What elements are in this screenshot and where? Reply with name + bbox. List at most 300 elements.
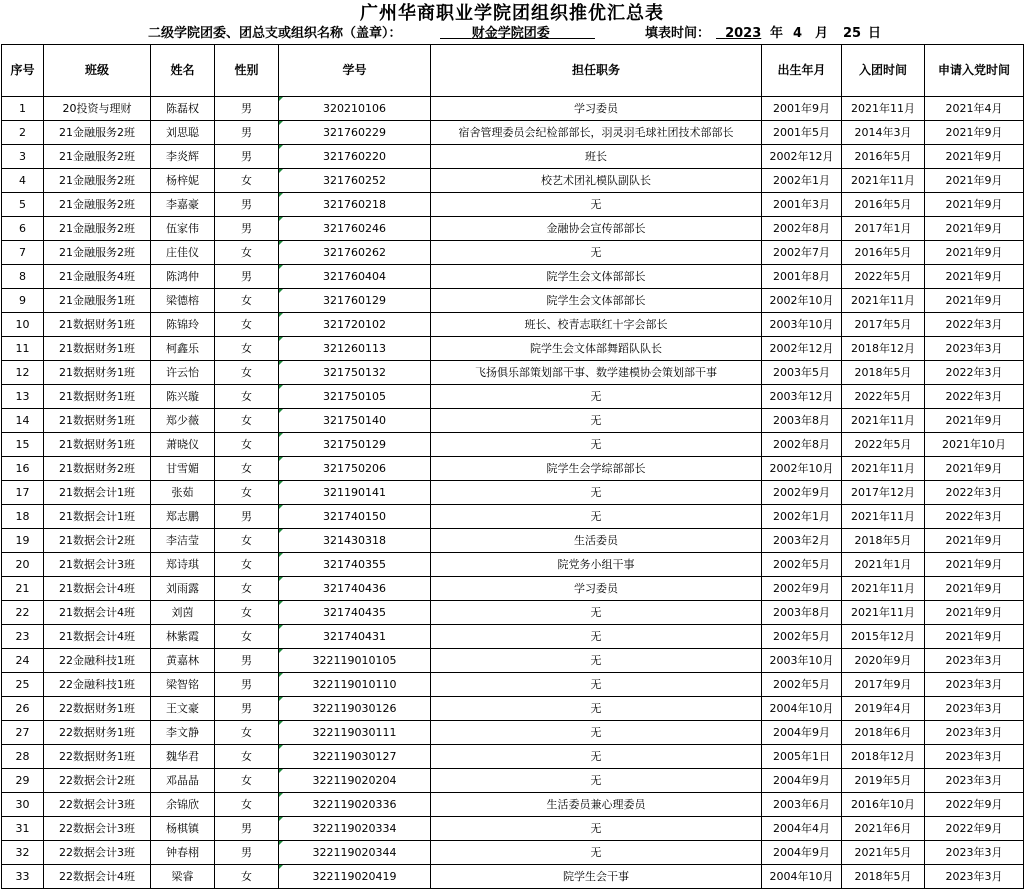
cell-league-join[interactable]: 2021年11月 [842, 505, 925, 529]
cell-birth[interactable]: 2002年5月 [762, 553, 842, 577]
cell-gender[interactable]: 男 [215, 817, 279, 841]
cell-party-apply[interactable]: 2021年4月 [925, 97, 1024, 121]
cell-student-id[interactable]: 322119010110 [279, 673, 431, 697]
cell-no[interactable]: 8 [2, 265, 44, 289]
cell-role[interactable]: 班长 [431, 145, 762, 169]
cell-birth[interactable]: 2004年9月 [762, 721, 842, 745]
cell-name[interactable]: 许云怡 [151, 361, 215, 385]
cell-birth[interactable]: 2001年5月 [762, 121, 842, 145]
cell-class[interactable]: 22数据财务1班 [44, 745, 151, 769]
cell-class[interactable]: 21数据财务1班 [44, 385, 151, 409]
cell-party-apply[interactable]: 2021年9月 [925, 409, 1024, 433]
cell-party-apply[interactable]: 2021年9月 [925, 169, 1024, 193]
cell-birth[interactable]: 2004年9月 [762, 841, 842, 865]
cell-birth[interactable]: 2002年7月 [762, 241, 842, 265]
cell-gender[interactable]: 男 [215, 145, 279, 169]
cell-no[interactable]: 6 [2, 217, 44, 241]
cell-name[interactable]: 梁德榕 [151, 289, 215, 313]
col-header-party-apply[interactable]: 申请入党时间 [925, 45, 1024, 97]
cell-name[interactable]: 钟春栩 [151, 841, 215, 865]
cell-class[interactable]: 21数据财务1班 [44, 337, 151, 361]
cell-name[interactable]: 萧晓仪 [151, 433, 215, 457]
cell-birth[interactable]: 2003年5月 [762, 361, 842, 385]
cell-birth[interactable]: 2002年9月 [762, 577, 842, 601]
cell-role[interactable]: 生活委员兼心理委员 [431, 793, 762, 817]
cell-name[interactable]: 林紫霞 [151, 625, 215, 649]
cell-class[interactable]: 22金融科技1班 [44, 673, 151, 697]
cell-student-id[interactable]: 322119020334 [279, 817, 431, 841]
cell-no[interactable]: 30 [2, 793, 44, 817]
cell-league-join[interactable]: 2018年6月 [842, 721, 925, 745]
cell-birth[interactable]: 2003年6月 [762, 793, 842, 817]
cell-party-apply[interactable]: 2021年9月 [925, 601, 1024, 625]
cell-class[interactable]: 21数据会计3班 [44, 553, 151, 577]
col-header-role[interactable]: 担任职务 [431, 45, 762, 97]
cell-no[interactable]: 18 [2, 505, 44, 529]
cell-name[interactable]: 甘雪媚 [151, 457, 215, 481]
cell-gender[interactable]: 女 [215, 361, 279, 385]
cell-student-id[interactable]: 321750140 [279, 409, 431, 433]
cell-birth[interactable]: 2001年3月 [762, 193, 842, 217]
cell-party-apply[interactable]: 2023年3月 [925, 721, 1024, 745]
cell-name[interactable]: 余锦欣 [151, 793, 215, 817]
cell-party-apply[interactable]: 2021年9月 [925, 529, 1024, 553]
cell-role[interactable]: 院学生会文体部舞蹈队队长 [431, 337, 762, 361]
cell-league-join[interactable]: 2021年5月 [842, 841, 925, 865]
cell-role[interactable]: 无 [431, 601, 762, 625]
cell-birth[interactable]: 2004年9月 [762, 769, 842, 793]
cell-birth[interactable]: 2002年5月 [762, 625, 842, 649]
cell-student-id[interactable]: 321760229 [279, 121, 431, 145]
cell-class[interactable]: 21金融服务2班 [44, 241, 151, 265]
cell-role[interactable]: 无 [431, 193, 762, 217]
cell-gender[interactable]: 女 [215, 241, 279, 265]
cell-role[interactable]: 院学生会干事 [431, 865, 762, 889]
cell-party-apply[interactable]: 2022年3月 [925, 385, 1024, 409]
cell-class[interactable]: 21金融服务2班 [44, 169, 151, 193]
cell-gender[interactable]: 男 [215, 673, 279, 697]
cell-party-apply[interactable]: 2021年9月 [925, 625, 1024, 649]
cell-no[interactable]: 11 [2, 337, 44, 361]
cell-birth[interactable]: 2002年1月 [762, 505, 842, 529]
cell-role[interactable]: 生活委员 [431, 529, 762, 553]
cell-no[interactable]: 25 [2, 673, 44, 697]
cell-class[interactable]: 22数据会计3班 [44, 817, 151, 841]
cell-role[interactable]: 无 [431, 505, 762, 529]
cell-league-join[interactable]: 2019年5月 [842, 769, 925, 793]
cell-gender[interactable]: 男 [215, 649, 279, 673]
cell-league-join[interactable]: 2021年6月 [842, 817, 925, 841]
cell-gender[interactable]: 男 [215, 265, 279, 289]
cell-student-id[interactable]: 322119020344 [279, 841, 431, 865]
cell-party-apply[interactable]: 2023年3月 [925, 769, 1024, 793]
cell-name[interactable]: 李文静 [151, 721, 215, 745]
cell-student-id[interactable]: 322119020336 [279, 793, 431, 817]
cell-student-id[interactable]: 321740435 [279, 601, 431, 625]
cell-name[interactable]: 郑志鹏 [151, 505, 215, 529]
cell-name[interactable]: 刘茵 [151, 601, 215, 625]
cell-student-id[interactable]: 322119030127 [279, 745, 431, 769]
cell-role[interactable]: 班长、校青志联红十字会部长 [431, 313, 762, 337]
cell-role[interactable]: 校艺术团礼模队副队长 [431, 169, 762, 193]
col-header-name[interactable]: 姓名 [151, 45, 215, 97]
cell-name[interactable]: 陈鸿仲 [151, 265, 215, 289]
cell-no[interactable]: 13 [2, 385, 44, 409]
cell-no[interactable]: 1 [2, 97, 44, 121]
cell-league-join[interactable]: 2017年9月 [842, 673, 925, 697]
cell-class[interactable]: 21金融服务4班 [44, 265, 151, 289]
cell-birth[interactable]: 2002年10月 [762, 289, 842, 313]
cell-class[interactable]: 21数据会计4班 [44, 577, 151, 601]
cell-gender[interactable]: 女 [215, 793, 279, 817]
cell-birth[interactable]: 2002年12月 [762, 337, 842, 361]
cell-no[interactable]: 32 [2, 841, 44, 865]
cell-league-join[interactable]: 2016年5月 [842, 145, 925, 169]
cell-no[interactable]: 5 [2, 193, 44, 217]
cell-birth[interactable]: 2002年5月 [762, 673, 842, 697]
cell-gender[interactable]: 男 [215, 505, 279, 529]
cell-league-join[interactable]: 2017年12月 [842, 481, 925, 505]
cell-gender[interactable]: 女 [215, 769, 279, 793]
cell-gender[interactable]: 女 [215, 745, 279, 769]
cell-league-join[interactable]: 2021年11月 [842, 601, 925, 625]
cell-party-apply[interactable]: 2021年9月 [925, 553, 1024, 577]
cell-birth[interactable]: 2004年10月 [762, 865, 842, 889]
cell-gender[interactable]: 男 [215, 697, 279, 721]
col-header-student-id[interactable]: 学号 [279, 45, 431, 97]
cell-class[interactable]: 22数据财务1班 [44, 697, 151, 721]
cell-no[interactable]: 12 [2, 361, 44, 385]
cell-league-join[interactable]: 2022年5月 [842, 433, 925, 457]
cell-class[interactable]: 21数据财务2班 [44, 457, 151, 481]
cell-birth[interactable]: 2003年2月 [762, 529, 842, 553]
cell-class[interactable]: 22数据会计3班 [44, 793, 151, 817]
cell-student-id[interactable]: 322119030111 [279, 721, 431, 745]
cell-league-join[interactable]: 2020年9月 [842, 649, 925, 673]
cell-class[interactable]: 21金融服务2班 [44, 193, 151, 217]
cell-student-id[interactable]: 321430318 [279, 529, 431, 553]
cell-role[interactable]: 宿舍管理委员会纪检部部长，羽灵羽毛球社团技术部部长 [431, 121, 762, 145]
cell-no[interactable]: 33 [2, 865, 44, 889]
cell-birth[interactable]: 2004年10月 [762, 697, 842, 721]
cell-league-join[interactable]: 2021年11月 [842, 97, 925, 121]
cell-party-apply[interactable]: 2023年3月 [925, 841, 1024, 865]
cell-class[interactable]: 22金融科技1班 [44, 649, 151, 673]
cell-birth[interactable]: 2002年9月 [762, 481, 842, 505]
cell-name[interactable]: 刘雨露 [151, 577, 215, 601]
cell-gender[interactable]: 女 [215, 553, 279, 577]
cell-student-id[interactable]: 322119020419 [279, 865, 431, 889]
cell-name[interactable]: 陈锦玲 [151, 313, 215, 337]
cell-student-id[interactable]: 322119030126 [279, 697, 431, 721]
cell-role[interactable]: 院学生会文体部部长 [431, 265, 762, 289]
cell-class[interactable]: 21金融服务1班 [44, 289, 151, 313]
cell-name[interactable]: 陈兴璇 [151, 385, 215, 409]
cell-role[interactable]: 院学生会学综部部长 [431, 457, 762, 481]
cell-role[interactable]: 无 [431, 433, 762, 457]
cell-name[interactable]: 李洁莹 [151, 529, 215, 553]
cell-student-id[interactable]: 322119010105 [279, 649, 431, 673]
cell-role[interactable]: 院学生会文体部部长 [431, 289, 762, 313]
cell-league-join[interactable]: 2014年3月 [842, 121, 925, 145]
cell-name[interactable]: 刘思聪 [151, 121, 215, 145]
cell-league-join[interactable]: 2022年5月 [842, 265, 925, 289]
cell-league-join[interactable]: 2021年1月 [842, 553, 925, 577]
cell-no[interactable]: 24 [2, 649, 44, 673]
cell-gender[interactable]: 女 [215, 433, 279, 457]
cell-party-apply[interactable]: 2022年3月 [925, 505, 1024, 529]
cell-party-apply[interactable]: 2022年3月 [925, 313, 1024, 337]
cell-league-join[interactable]: 2017年1月 [842, 217, 925, 241]
cell-gender[interactable]: 女 [215, 409, 279, 433]
cell-class[interactable]: 21数据会计4班 [44, 625, 151, 649]
cell-role[interactable]: 无 [431, 721, 762, 745]
cell-party-apply[interactable]: 2021年9月 [925, 457, 1024, 481]
cell-class[interactable]: 21数据会计1班 [44, 505, 151, 529]
cell-student-id[interactable]: 321760220 [279, 145, 431, 169]
cell-party-apply[interactable]: 2021年9月 [925, 217, 1024, 241]
cell-league-join[interactable]: 2018年12月 [842, 337, 925, 361]
cell-gender[interactable]: 女 [215, 601, 279, 625]
cell-student-id[interactable]: 321750105 [279, 385, 431, 409]
cell-class[interactable]: 21数据财务1班 [44, 409, 151, 433]
cell-role[interactable]: 无 [431, 841, 762, 865]
cell-gender[interactable]: 女 [215, 577, 279, 601]
cell-party-apply[interactable]: 2021年9月 [925, 265, 1024, 289]
cell-birth[interactable]: 2001年9月 [762, 97, 842, 121]
cell-name[interactable]: 李嘉豪 [151, 193, 215, 217]
cell-no[interactable]: 17 [2, 481, 44, 505]
cell-party-apply[interactable]: 2023年3月 [925, 649, 1024, 673]
cell-league-join[interactable]: 2019年4月 [842, 697, 925, 721]
cell-class[interactable]: 21金融服务2班 [44, 121, 151, 145]
cell-name[interactable]: 王文豪 [151, 697, 215, 721]
cell-gender[interactable]: 女 [215, 865, 279, 889]
cell-party-apply[interactable]: 2021年9月 [925, 289, 1024, 313]
cell-no[interactable]: 15 [2, 433, 44, 457]
cell-student-id[interactable]: 321760218 [279, 193, 431, 217]
cell-no[interactable]: 20 [2, 553, 44, 577]
cell-gender[interactable]: 女 [215, 289, 279, 313]
cell-class[interactable]: 21数据财务1班 [44, 361, 151, 385]
cell-student-id[interactable]: 321760129 [279, 289, 431, 313]
cell-name[interactable]: 杨梓妮 [151, 169, 215, 193]
cell-class[interactable]: 21数据财务1班 [44, 433, 151, 457]
cell-class[interactable]: 21数据会计2班 [44, 529, 151, 553]
cell-role[interactable]: 无 [431, 625, 762, 649]
cell-role[interactable]: 无 [431, 409, 762, 433]
cell-role[interactable]: 无 [431, 385, 762, 409]
cell-student-id[interactable]: 322119020204 [279, 769, 431, 793]
cell-role[interactable]: 无 [431, 817, 762, 841]
cell-birth[interactable]: 2005年1日 [762, 745, 842, 769]
cell-class[interactable]: 21数据财务1班 [44, 313, 151, 337]
cell-class[interactable]: 21金融服务2班 [44, 145, 151, 169]
cell-gender[interactable]: 女 [215, 457, 279, 481]
cell-party-apply[interactable]: 2021年9月 [925, 121, 1024, 145]
cell-no[interactable]: 16 [2, 457, 44, 481]
cell-student-id[interactable]: 321740355 [279, 553, 431, 577]
cell-no[interactable]: 3 [2, 145, 44, 169]
cell-birth[interactable]: 2003年8月 [762, 409, 842, 433]
cell-name[interactable]: 郑诗琪 [151, 553, 215, 577]
cell-name[interactable]: 邓晶晶 [151, 769, 215, 793]
cell-gender[interactable]: 女 [215, 337, 279, 361]
cell-party-apply[interactable]: 2023年3月 [925, 673, 1024, 697]
cell-league-join[interactable]: 2018年5月 [842, 361, 925, 385]
cell-student-id[interactable]: 321740150 [279, 505, 431, 529]
cell-name[interactable]: 郑少薇 [151, 409, 215, 433]
cell-birth[interactable]: 2003年12月 [762, 385, 842, 409]
cell-name[interactable]: 黄嘉林 [151, 649, 215, 673]
cell-party-apply[interactable]: 2021年9月 [925, 145, 1024, 169]
cell-league-join[interactable]: 2017年5月 [842, 313, 925, 337]
cell-no[interactable]: 31 [2, 817, 44, 841]
col-header-gender[interactable]: 性别 [215, 45, 279, 97]
cell-birth[interactable]: 2002年8月 [762, 217, 842, 241]
cell-student-id[interactable]: 321260113 [279, 337, 431, 361]
cell-class[interactable]: 22数据财务1班 [44, 721, 151, 745]
cell-name[interactable]: 柯鑫乐 [151, 337, 215, 361]
cell-no[interactable]: 4 [2, 169, 44, 193]
cell-gender[interactable]: 男 [215, 193, 279, 217]
cell-student-id[interactable]: 321190141 [279, 481, 431, 505]
cell-role[interactable]: 学习委员 [431, 577, 762, 601]
cell-no[interactable]: 23 [2, 625, 44, 649]
cell-birth[interactable]: 2002年8月 [762, 433, 842, 457]
cell-student-id[interactable]: 321750132 [279, 361, 431, 385]
cell-role[interactable]: 无 [431, 481, 762, 505]
cell-name[interactable]: 杨棋镇 [151, 817, 215, 841]
cell-party-apply[interactable]: 2021年9月 [925, 577, 1024, 601]
cell-class[interactable]: 21数据会计4班 [44, 601, 151, 625]
cell-role[interactable]: 无 [431, 769, 762, 793]
cell-party-apply[interactable]: 2022年9月 [925, 793, 1024, 817]
cell-name[interactable]: 张茹 [151, 481, 215, 505]
cell-birth[interactable]: 2003年8月 [762, 601, 842, 625]
cell-league-join[interactable]: 2021年11月 [842, 169, 925, 193]
cell-party-apply[interactable]: 2022年9月 [925, 817, 1024, 841]
col-header-league-join[interactable]: 入团时间 [842, 45, 925, 97]
cell-league-join[interactable]: 2021年11月 [842, 457, 925, 481]
cell-student-id[interactable]: 320210106 [279, 97, 431, 121]
cell-no[interactable]: 14 [2, 409, 44, 433]
cell-no[interactable]: 7 [2, 241, 44, 265]
cell-no[interactable]: 19 [2, 529, 44, 553]
cell-league-join[interactable]: 2015年12月 [842, 625, 925, 649]
cell-role[interactable]: 院党务小组干事 [431, 553, 762, 577]
cell-gender[interactable]: 女 [215, 385, 279, 409]
cell-name[interactable]: 伍家伟 [151, 217, 215, 241]
cell-no[interactable]: 10 [2, 313, 44, 337]
cell-role[interactable]: 无 [431, 745, 762, 769]
cell-birth[interactable]: 2002年10月 [762, 457, 842, 481]
cell-party-apply[interactable]: 2022年3月 [925, 481, 1024, 505]
cell-no[interactable]: 29 [2, 769, 44, 793]
cell-student-id[interactable]: 321740431 [279, 625, 431, 649]
cell-gender[interactable]: 男 [215, 97, 279, 121]
cell-league-join[interactable]: 2021年11月 [842, 409, 925, 433]
cell-class[interactable]: 21数据会计1班 [44, 481, 151, 505]
cell-class[interactable]: 22数据会计2班 [44, 769, 151, 793]
cell-student-id[interactable]: 321760252 [279, 169, 431, 193]
cell-league-join[interactable]: 2022年5月 [842, 385, 925, 409]
cell-party-apply[interactable]: 2021年9月 [925, 241, 1024, 265]
cell-league-join[interactable]: 2018年12月 [842, 745, 925, 769]
cell-class[interactable]: 21金融服务2班 [44, 217, 151, 241]
cell-no[interactable]: 21 [2, 577, 44, 601]
cell-name[interactable]: 庄佳仪 [151, 241, 215, 265]
cell-student-id[interactable]: 321750206 [279, 457, 431, 481]
cell-gender[interactable]: 女 [215, 529, 279, 553]
cell-role[interactable]: 飞扬俱乐部策划部干事、数学建模协会策划部干事 [431, 361, 762, 385]
cell-league-join[interactable]: 2018年5月 [842, 529, 925, 553]
cell-birth[interactable]: 2001年8月 [762, 265, 842, 289]
cell-student-id[interactable]: 321750129 [279, 433, 431, 457]
cell-name[interactable]: 梁睿 [151, 865, 215, 889]
cell-no[interactable]: 26 [2, 697, 44, 721]
cell-party-apply[interactable]: 2021年10月 [925, 433, 1024, 457]
cell-league-join[interactable]: 2016年10月 [842, 793, 925, 817]
cell-class[interactable]: 22数据会计4班 [44, 865, 151, 889]
cell-league-join[interactable]: 2016年5月 [842, 193, 925, 217]
cell-no[interactable]: 27 [2, 721, 44, 745]
cell-gender[interactable]: 女 [215, 313, 279, 337]
cell-name[interactable]: 魏华君 [151, 745, 215, 769]
cell-role[interactable]: 金融协会宣传部部长 [431, 217, 762, 241]
cell-student-id[interactable]: 321760262 [279, 241, 431, 265]
cell-league-join[interactable]: 2016年5月 [842, 241, 925, 265]
cell-league-join[interactable]: 2021年11月 [842, 289, 925, 313]
cell-party-apply[interactable]: 2022年3月 [925, 361, 1024, 385]
cell-role[interactable]: 无 [431, 241, 762, 265]
cell-no[interactable]: 2 [2, 121, 44, 145]
col-header-birth[interactable]: 出生年月 [762, 45, 842, 97]
cell-party-apply[interactable]: 2023年3月 [925, 865, 1024, 889]
cell-party-apply[interactable]: 2023年3月 [925, 337, 1024, 361]
cell-birth[interactable]: 2002年12月 [762, 145, 842, 169]
cell-birth[interactable]: 2002年1月 [762, 169, 842, 193]
cell-class[interactable]: 22数据会计3班 [44, 841, 151, 865]
cell-gender[interactable]: 女 [215, 169, 279, 193]
cell-student-id[interactable]: 321720102 [279, 313, 431, 337]
cell-name[interactable]: 李炎辉 [151, 145, 215, 169]
cell-gender[interactable]: 男 [215, 121, 279, 145]
cell-name[interactable]: 陈磊权 [151, 97, 215, 121]
cell-league-join[interactable]: 2021年11月 [842, 577, 925, 601]
cell-role[interactable]: 无 [431, 673, 762, 697]
cell-birth[interactable]: 2004年4月 [762, 817, 842, 841]
cell-role[interactable]: 无 [431, 697, 762, 721]
cell-league-join[interactable]: 2018年5月 [842, 865, 925, 889]
cell-no[interactable]: 9 [2, 289, 44, 313]
cell-gender[interactable]: 女 [215, 721, 279, 745]
cell-gender[interactable]: 女 [215, 481, 279, 505]
cell-student-id[interactable]: 321740436 [279, 577, 431, 601]
cell-name[interactable]: 梁智铭 [151, 673, 215, 697]
col-header-no[interactable]: 序号 [2, 45, 44, 97]
cell-student-id[interactable]: 321760246 [279, 217, 431, 241]
cell-class[interactable]: 20投资与理财 [44, 97, 151, 121]
cell-gender[interactable]: 男 [215, 841, 279, 865]
cell-no[interactable]: 28 [2, 745, 44, 769]
cell-birth[interactable]: 2003年10月 [762, 649, 842, 673]
cell-no[interactable]: 22 [2, 601, 44, 625]
cell-birth[interactable]: 2003年10月 [762, 313, 842, 337]
cell-party-apply[interactable]: 2021年9月 [925, 193, 1024, 217]
col-header-class[interactable]: 班级 [44, 45, 151, 97]
cell-gender[interactable]: 女 [215, 625, 279, 649]
